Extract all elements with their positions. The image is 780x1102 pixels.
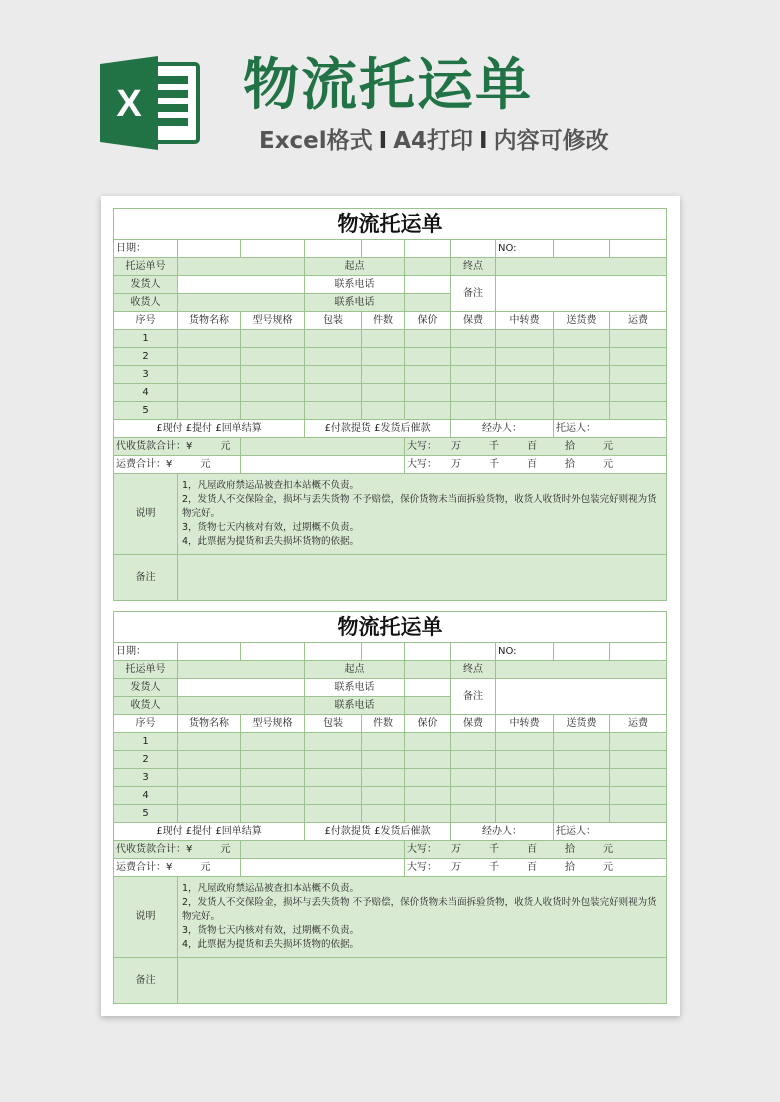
note-line: 1，凡屋政府禁运品被查扣本站概不负责。 <box>182 480 360 491</box>
payment-options-a[interactable]: £现付 £提付 £回单结算 <box>114 823 305 841</box>
item-cell[interactable] <box>178 787 241 805</box>
freight-amount-field[interactable] <box>241 456 405 474</box>
item-cell[interactable] <box>241 366 305 384</box>
item-cell[interactable] <box>178 751 241 769</box>
column-header-row <box>114 312 667 330</box>
item-cell[interactable] <box>305 330 362 348</box>
receiver-field[interactable] <box>178 294 305 312</box>
capital-label: 大写： <box>407 440 437 452</box>
item-cell[interactable] <box>241 805 305 823</box>
column-header: 货物名称 <box>178 715 241 733</box>
item-cell[interactable] <box>610 787 667 805</box>
item-cell[interactable] <box>405 751 451 769</box>
cod-total <box>114 841 241 859</box>
logo-letter: X <box>116 83 142 125</box>
item-cell[interactable] <box>405 330 451 348</box>
item-cell[interactable] <box>362 384 405 402</box>
date-cell[interactable] <box>178 240 241 258</box>
note-line: 1，凡屋政府禁运品被查扣本站概不负责。 <box>182 883 360 894</box>
unit-yuan: 元 <box>603 843 613 855</box>
freight-amount-field[interactable] <box>241 859 405 877</box>
subtitle-editable: 内容可修改 <box>493 128 609 154</box>
sender-phone-label: 联系电话 <box>305 679 405 697</box>
item-cell[interactable] <box>496 402 554 420</box>
sender-field[interactable] <box>178 679 305 697</box>
column-header: 运费 <box>610 715 667 733</box>
item-cell[interactable] <box>405 787 451 805</box>
item-cell[interactable] <box>241 402 305 420</box>
receiver-phone-label: 联系电话 <box>305 697 405 715</box>
unit-qian: 千 <box>489 440 499 452</box>
item-cell[interactable] <box>554 402 610 420</box>
note-line: 4，此票据为提货和丢失损坏货物的依据。 <box>182 536 360 547</box>
item-cell[interactable] <box>610 366 667 384</box>
row-number: 3 <box>114 366 178 384</box>
freight-total <box>114 859 241 877</box>
origin-field[interactable] <box>405 661 451 679</box>
date-cell[interactable] <box>405 240 451 258</box>
notes-label: 说明 <box>114 877 178 958</box>
document-paper <box>101 196 680 1016</box>
yuan-unit: 元 <box>200 861 211 873</box>
column-header: 件数 <box>362 312 405 330</box>
item-cell[interactable] <box>451 751 496 769</box>
unit-bai: 百 <box>527 861 537 873</box>
origin-label: 起点 <box>305 258 405 276</box>
item-cell[interactable] <box>610 348 667 366</box>
item-row <box>114 769 667 787</box>
item-cell[interactable] <box>405 402 451 420</box>
freight-total <box>114 456 241 474</box>
item-row <box>114 330 667 348</box>
item-cell[interactable] <box>178 805 241 823</box>
item-cell[interactable] <box>178 330 241 348</box>
bottom-remark-label: 备注 <box>114 555 178 601</box>
subtitle-print: A4打印 <box>393 128 474 154</box>
destination-label: 终点 <box>451 258 496 276</box>
unit-yuan: 元 <box>603 861 613 873</box>
column-header: 保费 <box>451 715 496 733</box>
item-rows <box>114 330 667 420</box>
note-line: 3，货物七天内核对有效，过期概不负责。 <box>182 925 360 936</box>
bottom-remark-field[interactable] <box>178 555 667 601</box>
item-cell[interactable] <box>405 769 451 787</box>
origin-field[interactable] <box>405 258 451 276</box>
remark-label: 备注 <box>451 276 496 312</box>
item-cell[interactable] <box>305 787 362 805</box>
item-cell[interactable] <box>362 769 405 787</box>
unit-yuan: 元 <box>603 440 613 452</box>
item-cell[interactable] <box>362 805 405 823</box>
page-title: 物流托运单 <box>243 53 533 118</box>
item-cell[interactable] <box>496 787 554 805</box>
item-cell[interactable] <box>178 384 241 402</box>
no-cell[interactable] <box>610 240 667 258</box>
row-number: 5 <box>114 805 178 823</box>
row-number: 3 <box>114 769 178 787</box>
receiver-phone-field[interactable] <box>405 294 451 312</box>
item-cell[interactable] <box>554 366 610 384</box>
no-label: NO: <box>496 240 554 258</box>
column-header: 中转费 <box>496 715 554 733</box>
bottom-remark-field[interactable] <box>178 958 667 1004</box>
payment-options-b[interactable]: £付款提货 £发货后催款 <box>305 420 451 438</box>
unit-shi: 拾 <box>565 861 575 873</box>
item-cell[interactable] <box>178 402 241 420</box>
unit-wan: 万 <box>451 440 461 452</box>
item-cell[interactable] <box>496 805 554 823</box>
row-number: 4 <box>114 787 178 805</box>
capital-label: 大写： <box>407 861 437 873</box>
subtitle-separator: I <box>479 128 488 154</box>
item-cell[interactable] <box>405 384 451 402</box>
waybill-form <box>113 208 666 601</box>
date-cell[interactable] <box>241 240 305 258</box>
item-cell[interactable] <box>362 402 405 420</box>
column-header: 件数 <box>362 715 405 733</box>
item-row <box>114 787 667 805</box>
item-cell[interactable] <box>496 733 554 751</box>
item-cell[interactable] <box>305 402 362 420</box>
item-row <box>114 402 667 420</box>
capital-label: 大写： <box>407 843 437 855</box>
cod-total <box>114 438 241 456</box>
column-header: 货物名称 <box>178 312 241 330</box>
cod-amount-field[interactable] <box>241 438 405 456</box>
item-cell[interactable] <box>451 402 496 420</box>
date-cell[interactable] <box>362 240 405 258</box>
item-cell[interactable] <box>241 348 305 366</box>
column-header: 送货费 <box>554 715 610 733</box>
item-cell[interactable] <box>451 805 496 823</box>
subtitle <box>259 126 609 156</box>
item-cell[interactable] <box>241 787 305 805</box>
item-cell[interactable] <box>496 769 554 787</box>
no-cell[interactable] <box>554 643 610 661</box>
item-row <box>114 384 667 402</box>
unit-qian: 千 <box>489 843 499 855</box>
cod-capital <box>405 438 667 456</box>
no-label: NO: <box>496 643 554 661</box>
item-cell[interactable] <box>362 330 405 348</box>
waybill-number-field[interactable] <box>178 258 305 276</box>
remark-field[interactable] <box>496 276 667 312</box>
item-cell[interactable] <box>362 733 405 751</box>
yuan-unit: 元 <box>200 458 211 470</box>
item-row <box>114 805 667 823</box>
column-header: 保价 <box>405 715 451 733</box>
item-cell[interactable] <box>241 769 305 787</box>
unit-shi: 拾 <box>565 843 575 855</box>
note-line: 2，发货人不交保险金，损坏与丢失货物 不予赔偿，保价货物未当面拆验货物，收货人收货时外包装完好则视为货物完好。 <box>182 494 657 519</box>
item-cell[interactable] <box>451 769 496 787</box>
date-cell[interactable] <box>305 240 362 258</box>
payment-options-b[interactable]: £付款提货 £发货后催款 <box>305 823 451 841</box>
notes-text <box>178 474 667 555</box>
row-number: 2 <box>114 348 178 366</box>
sender-label: 发货人 <box>114 679 178 697</box>
item-cell[interactable] <box>496 366 554 384</box>
item-cell[interactable] <box>554 330 610 348</box>
date-cell[interactable] <box>451 643 496 661</box>
item-cell[interactable] <box>554 787 610 805</box>
date-cell[interactable] <box>451 240 496 258</box>
column-header: 包装 <box>305 715 362 733</box>
item-cell[interactable] <box>305 733 362 751</box>
row-number: 1 <box>114 733 178 751</box>
cod-total-label: 代收货款合计：¥ <box>116 440 193 452</box>
item-cell[interactable] <box>610 330 667 348</box>
unit-shi: 拾 <box>565 458 575 470</box>
receiver-label: 收货人 <box>114 697 178 715</box>
unit-bai: 百 <box>527 843 537 855</box>
item-cell[interactable] <box>610 751 667 769</box>
waybill-number-field[interactable] <box>178 661 305 679</box>
no-cell[interactable] <box>554 240 610 258</box>
sender-phone-field[interactable] <box>405 276 451 294</box>
item-cell[interactable] <box>241 330 305 348</box>
yuan-unit: 元 <box>220 440 231 452</box>
waybill-table <box>113 611 667 1004</box>
column-header: 中转费 <box>496 312 554 330</box>
waybill-number-label: 托运单号 <box>114 661 178 679</box>
item-row <box>114 751 667 769</box>
payment-options-a[interactable]: £现付 £提付 £回单结算 <box>114 420 305 438</box>
destination-field[interactable] <box>496 661 667 679</box>
item-cell[interactable] <box>451 733 496 751</box>
item-cell[interactable] <box>178 769 241 787</box>
unit-wan: 万 <box>451 861 461 873</box>
item-cell[interactable] <box>554 733 610 751</box>
handler-label: 经办人： <box>451 420 554 438</box>
date-cell[interactable] <box>362 643 405 661</box>
item-cell[interactable] <box>405 805 451 823</box>
handler-label: 经办人： <box>451 823 554 841</box>
sender-label: 发货人 <box>114 276 178 294</box>
column-header: 型号规格 <box>241 715 305 733</box>
item-cell[interactable] <box>554 348 610 366</box>
cod-total-label: 代收货款合计：¥ <box>116 843 193 855</box>
item-cell[interactable] <box>610 769 667 787</box>
waybill-table <box>113 208 667 601</box>
item-cell[interactable] <box>496 330 554 348</box>
item-cell[interactable] <box>610 402 667 420</box>
item-cell[interactable] <box>241 751 305 769</box>
origin-label: 起点 <box>305 661 405 679</box>
item-cell[interactable] <box>405 348 451 366</box>
item-cell[interactable] <box>178 366 241 384</box>
date-cell[interactable] <box>305 643 362 661</box>
row-number: 2 <box>114 751 178 769</box>
column-header: 序号 <box>114 312 178 330</box>
item-cell[interactable] <box>305 769 362 787</box>
column-header: 包装 <box>305 312 362 330</box>
cod-capital <box>405 841 667 859</box>
column-header: 运费 <box>610 312 667 330</box>
item-cell[interactable] <box>362 348 405 366</box>
column-header: 序号 <box>114 715 178 733</box>
item-cell[interactable] <box>362 751 405 769</box>
receiver-label: 收货人 <box>114 294 178 312</box>
item-cell[interactable] <box>362 787 405 805</box>
unit-wan: 万 <box>451 458 461 470</box>
destination-field[interactable] <box>496 258 667 276</box>
item-cell[interactable] <box>305 805 362 823</box>
item-cell[interactable] <box>610 384 667 402</box>
item-cell[interactable] <box>451 384 496 402</box>
note-line: 4，此票据为提货和丢失损坏货物的依据。 <box>182 939 360 950</box>
unit-shi: 拾 <box>565 440 575 452</box>
item-cell[interactable] <box>496 348 554 366</box>
no-cell[interactable] <box>610 643 667 661</box>
item-cell[interactable] <box>305 384 362 402</box>
notes-label: 说明 <box>114 474 178 555</box>
unit-wan: 万 <box>451 843 461 855</box>
sender-field[interactable] <box>178 276 305 294</box>
receiver-field[interactable] <box>178 697 305 715</box>
unit-qian: 千 <box>489 861 499 873</box>
destination-label: 终点 <box>451 661 496 679</box>
item-row <box>114 366 667 384</box>
carrier-label: 托运人： <box>554 823 667 841</box>
column-header: 送货费 <box>554 312 610 330</box>
remark-field[interactable] <box>496 679 667 715</box>
item-cell[interactable] <box>554 805 610 823</box>
column-header-row <box>114 715 667 733</box>
receiver-phone-label: 联系电话 <box>305 294 405 312</box>
form-title: 物流托运单 <box>114 209 667 240</box>
excel-logo-icon <box>100 56 200 150</box>
receiver-phone-field[interactable] <box>405 697 451 715</box>
date-label: 日期： <box>114 643 178 661</box>
item-cell[interactable] <box>178 348 241 366</box>
capital-label: 大写： <box>407 458 437 470</box>
freight-total-label: 运费合计：¥ <box>116 861 173 873</box>
row-number: 5 <box>114 402 178 420</box>
form-title: 物流托运单 <box>114 612 667 643</box>
item-cell[interactable] <box>451 366 496 384</box>
row-number: 4 <box>114 384 178 402</box>
item-cell[interactable] <box>241 384 305 402</box>
unit-qian: 千 <box>489 458 499 470</box>
unit-bai: 百 <box>527 458 537 470</box>
waybill-form <box>113 611 666 1004</box>
unit-yuan: 元 <box>603 458 613 470</box>
column-header: 型号规格 <box>241 312 305 330</box>
sender-phone-field[interactable] <box>405 679 451 697</box>
sender-phone-label: 联系电话 <box>305 276 405 294</box>
bottom-remark-label: 备注 <box>114 958 178 1004</box>
subtitle-separator: I <box>378 128 388 154</box>
unit-bai: 百 <box>527 440 537 452</box>
notes-text <box>178 877 667 958</box>
item-cell[interactable] <box>610 805 667 823</box>
row-number: 1 <box>114 330 178 348</box>
note-line: 2，发货人不交保险金，损坏与丢失货物 不予赔偿，保价货物未当面拆验货物，收货人收货时外包装完好则视为货物完好。 <box>182 897 657 922</box>
item-cell[interactable] <box>241 733 305 751</box>
column-header: 保费 <box>451 312 496 330</box>
item-rows <box>114 733 667 823</box>
freight-total-label: 运费合计：¥ <box>116 458 173 470</box>
yuan-unit: 元 <box>220 843 231 855</box>
note-line: 3，货物七天内核对有效，过期概不负责。 <box>182 522 360 533</box>
item-row <box>114 733 667 751</box>
carrier-label: 托运人： <box>554 420 667 438</box>
item-cell[interactable] <box>305 348 362 366</box>
date-label: 日期： <box>114 240 178 258</box>
item-cell[interactable] <box>405 733 451 751</box>
freight-capital <box>405 456 667 474</box>
item-row <box>114 348 667 366</box>
item-cell[interactable] <box>496 384 554 402</box>
freight-capital <box>405 859 667 877</box>
date-cell[interactable] <box>178 643 241 661</box>
item-cell[interactable] <box>554 751 610 769</box>
item-cell[interactable] <box>405 366 451 384</box>
item-cell[interactable] <box>362 366 405 384</box>
cod-amount-field[interactable] <box>241 841 405 859</box>
item-cell[interactable] <box>451 348 496 366</box>
item-cell[interactable] <box>554 769 610 787</box>
column-header: 保价 <box>405 312 451 330</box>
item-cell[interactable] <box>305 751 362 769</box>
date-cell[interactable] <box>405 643 451 661</box>
date-cell[interactable] <box>241 643 305 661</box>
waybill-number-label: 托运单号 <box>114 258 178 276</box>
subtitle-format: Excel格式 <box>259 128 373 154</box>
item-cell[interactable] <box>451 787 496 805</box>
item-cell[interactable] <box>305 366 362 384</box>
item-cell[interactable] <box>610 733 667 751</box>
item-cell[interactable] <box>451 330 496 348</box>
remark-label: 备注 <box>451 679 496 715</box>
item-cell[interactable] <box>178 733 241 751</box>
item-cell[interactable] <box>554 384 610 402</box>
item-cell[interactable] <box>496 751 554 769</box>
